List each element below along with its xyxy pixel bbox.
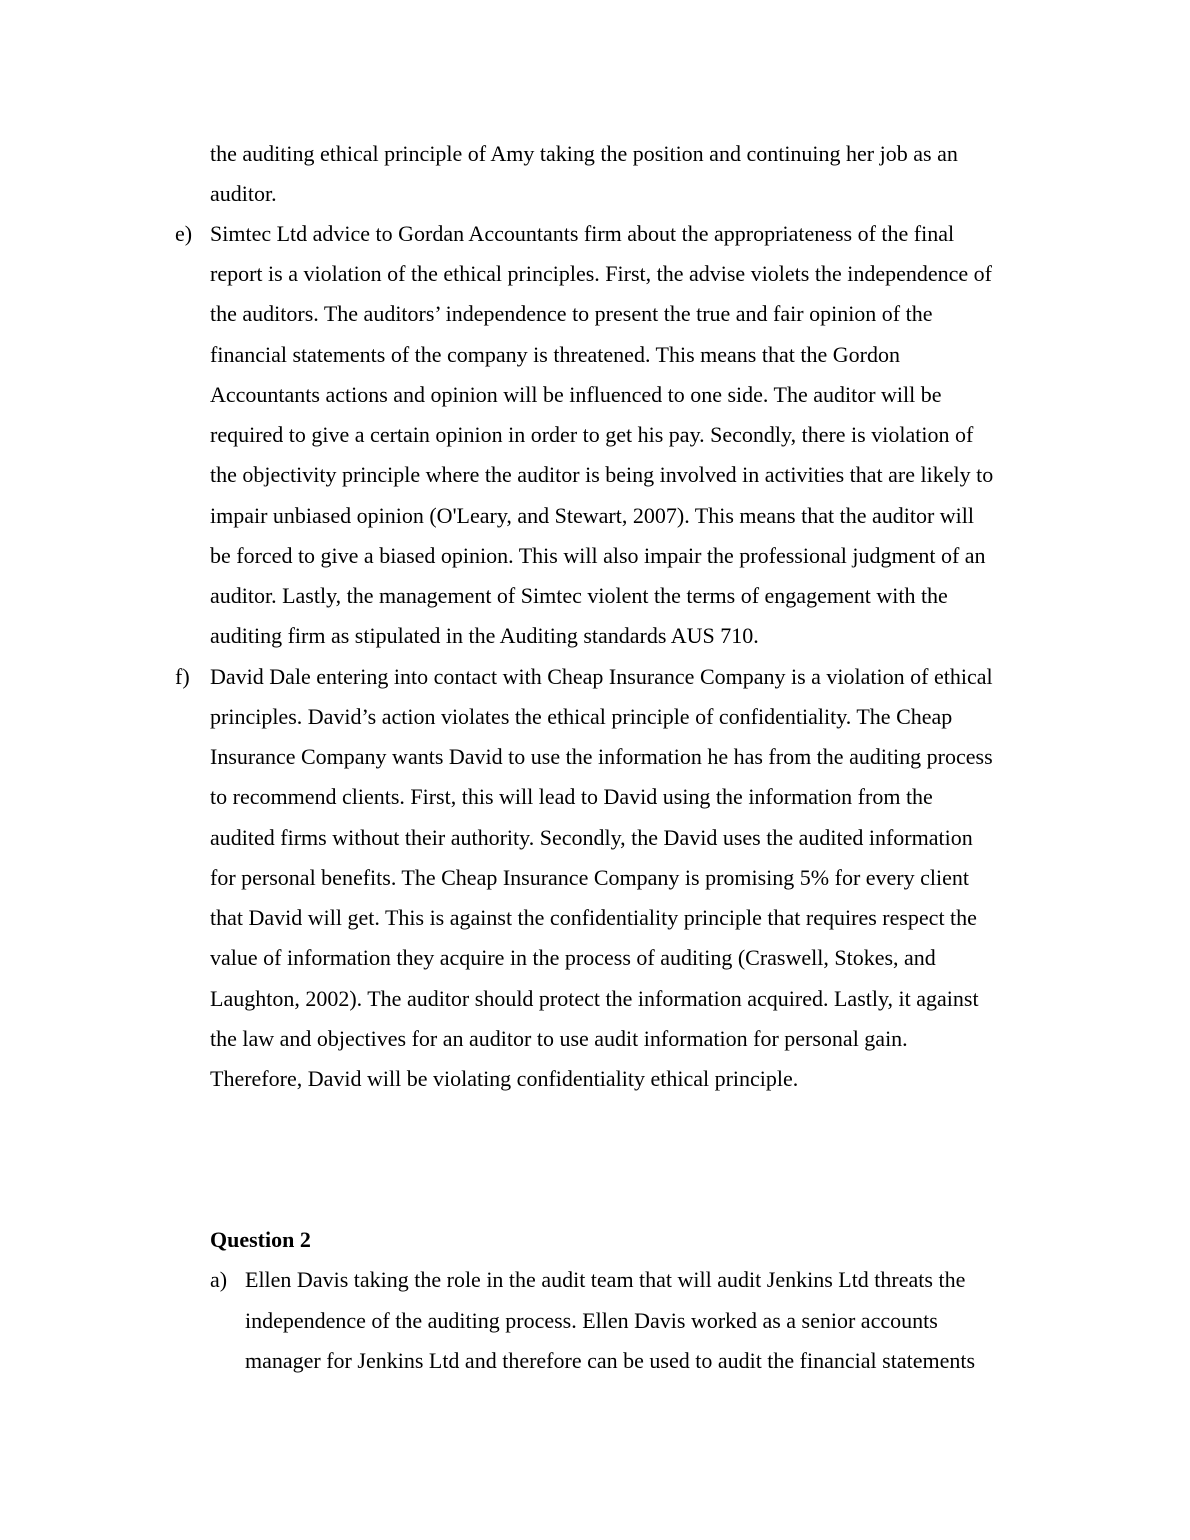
list-marker: e) — [175, 221, 193, 246]
text-line: independence of the auditing process. Ellen Davis worked as a senior accounts — [245, 1308, 938, 1333]
list-marker: a) — [210, 1267, 228, 1292]
text-line: the auditors. The auditors’ independence to present the true and fair opinion of the — [210, 301, 933, 326]
text-line: Simtec Ltd advice to Gordan Accountants firm about the appropriateness of the final — [210, 221, 955, 246]
text-line: impair unbiased opinion (O'Leary, and Stewart, 2007). This means that the auditor will — [210, 503, 975, 528]
text-line: Laughton, 2002). The auditor should protect the information acquired. Lastly, it against — [210, 986, 979, 1011]
text-line: principles. David’s action violates the ethical principle of confidentiality. The Cheap — [210, 704, 953, 729]
text-line: audited firms without their authority. Secondly, the David uses the audited information — [210, 825, 973, 850]
text-line: report is a violation of the ethical principles. First, the advise violets the independence of — [210, 261, 992, 286]
text-line: the law and objectives for an auditor to use audit information for personal gain. — [210, 1026, 908, 1051]
text-line: auditor. — [210, 181, 277, 206]
text-line: financial statements of the company is threatened. This means that the Gordon — [210, 342, 900, 367]
text-line: Ellen Davis taking the role in the audit team that will audit Jenkins Ltd threats the — [245, 1267, 966, 1292]
text-line: Insurance Company wants David to use the information he has from the auditing process — [210, 744, 993, 769]
text-line: value of information they acquire in the process of auditing (Craswell, Stokes, and — [210, 945, 936, 970]
text-line: for personal benefits. The Cheap Insurance Company is promising 5% for every client — [210, 865, 969, 890]
text-line: Therefore, David will be violating confidentiality ethical principle. — [210, 1066, 799, 1091]
text-line: that David will get. This is against the confidentiality principle that requires respect the — [210, 905, 977, 930]
text-line: Accountants actions and opinion will be influenced to one side. The auditor will be — [210, 382, 942, 407]
text-line: auditor. Lastly, the management of Simtec violent the terms of engagement with the — [210, 583, 948, 608]
text-line: manager for Jenkins Ltd and therefore can be used to audit the financial statements — [245, 1348, 976, 1373]
section-heading: Question 2 — [210, 1227, 311, 1252]
text-line: be forced to give a biased opinion. This will also impair the professional judgment of an — [210, 543, 986, 568]
text-line: to recommend clients. First, this will lead to David using the information from the — [210, 784, 933, 809]
text-line: required to give a certain opinion in order to get his pay. Secondly, there is violation of — [210, 422, 974, 447]
text-line: the auditing ethical principle of Amy taking the position and continuing her job as an — [210, 141, 958, 166]
text-line: the objectivity principle where the auditor is being involved in activities that are likely to — [210, 462, 994, 487]
text-line: auditing firm as stipulated in the Auditing standards AUS 710. — [210, 623, 759, 648]
text-line: David Dale entering into contact with Cheap Insurance Company is a violation of ethical — [210, 664, 993, 689]
list-marker: f) — [175, 664, 190, 689]
